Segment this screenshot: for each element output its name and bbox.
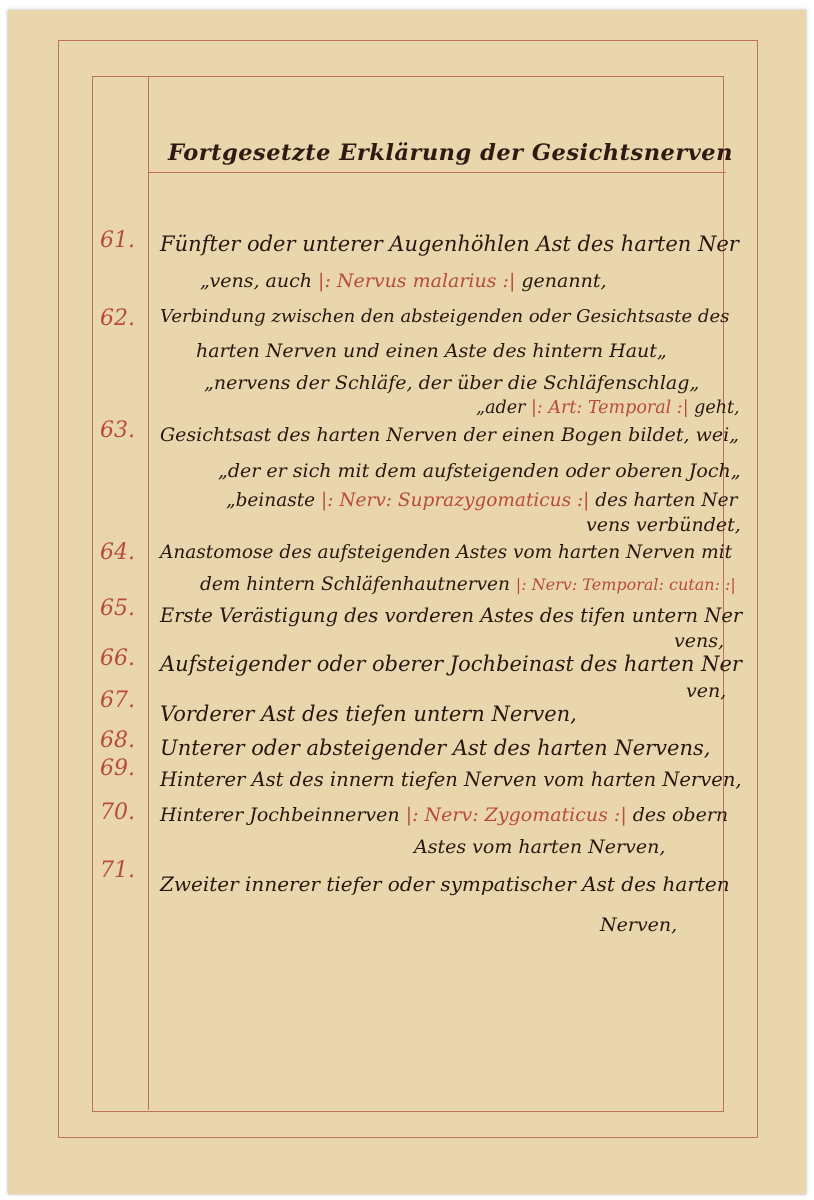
entry-number: 68. — [100, 728, 135, 753]
entry-line: Aufsteigender oder oberer Jochbeinast des harten Ner — [160, 652, 742, 676]
entry-line: Unterer oder absteigender Ast des harten Nervens, — [160, 736, 711, 760]
entry-line: Vorderer Ast des tiefen untern Nerven, — [160, 702, 577, 726]
entry-line: Fünfter oder unterer Augenhöhlen Ast des harten Ner — [160, 232, 739, 256]
entry-number: 67. — [100, 688, 135, 713]
entry-line: dem hintern Schläfenhautnerven |: Nerv: Temporal: cutan: :| — [200, 574, 736, 595]
entry-line: vens, — [674, 630, 725, 652]
entry-line: Erste Verästigung des vorderen Astes des tifen untern Ner — [160, 604, 743, 627]
title-rule — [148, 172, 726, 173]
entry-number: 66. — [100, 646, 135, 671]
entry-number: 64. — [100, 540, 135, 565]
entry-line: vens verbündet, — [586, 514, 741, 536]
entry-line: ven, — [686, 680, 727, 702]
entry-number: 71. — [100, 858, 135, 883]
entry-line: „der er sich mit dem aufsteigenden oder oberen Joch„ — [218, 460, 741, 482]
entry-line: harten Nerven und einen Aste des hintern Haut„ — [196, 340, 667, 362]
entry-line: Gesichtsast des harten Nerven der einen Bogen bildet, wei„ — [160, 424, 740, 446]
entry-line: Verbindung zwischen den absteigenden oder Gesichtsaste des — [160, 306, 730, 327]
entry-line: „vens, auch |: Nervus malarius :| genannt, — [200, 270, 607, 292]
entry-number: 63. — [100, 418, 135, 443]
entry-line: Nerven, — [600, 914, 678, 936]
entry-line: „nervens der Schläfe, der über die Schläfenschlag„ — [204, 372, 700, 394]
entry-line: Hinterer Jochbeinnerven |: Nerv: Zygomaticus :| des obern — [160, 804, 729, 826]
entry-line: Zweiter innerer tiefer oder sympatischer Ast des harten — [160, 872, 730, 896]
entry-line: „beinaste |: Nerv: Suprazygomaticus :| des harten Ner — [226, 490, 738, 511]
entry-number: 61. — [100, 228, 135, 253]
entry-line: „ader |: Art: Temporal :| geht, — [476, 398, 740, 418]
entry-line: Hinterer Ast des innern tiefen Nerven vom harten Nerven, — [160, 768, 742, 791]
margin-line — [148, 76, 149, 1110]
page-title: Fortgesetzte Erklärung der Gesichtsnerven — [168, 140, 733, 166]
entry-line: Astes vom harten Nerven, — [414, 836, 666, 858]
entry-number: 69. — [100, 756, 135, 781]
entry-number: 70. — [100, 800, 135, 825]
entry-number: 62. — [100, 306, 135, 331]
entry-number: 65. — [100, 596, 135, 621]
entry-line: Anastomose des aufsteigenden Astes vom harten Nerven mit — [160, 542, 733, 563]
